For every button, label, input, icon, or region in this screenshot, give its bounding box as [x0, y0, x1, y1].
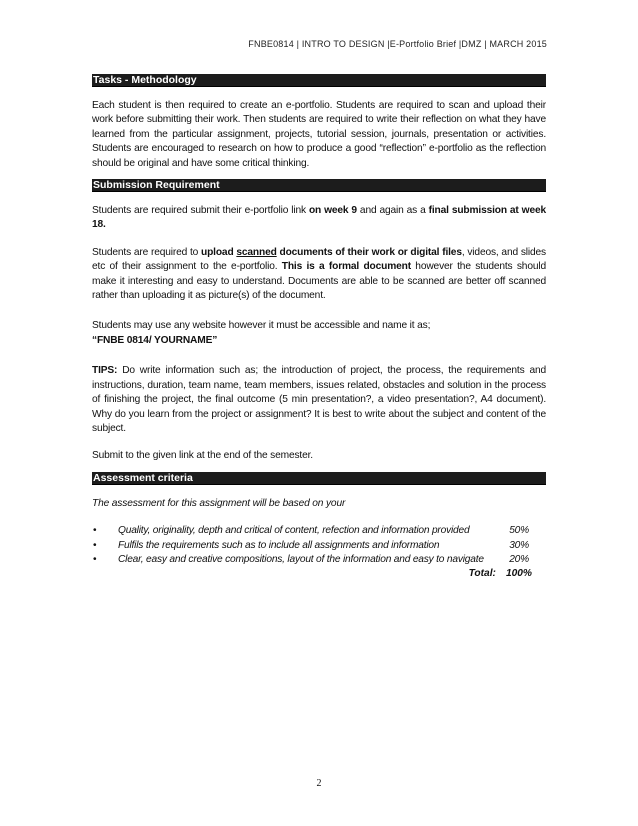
submission-paragraph-1	[92, 204, 546, 233]
document-body	[92, 74, 546, 581]
total-label: Total:	[468, 568, 496, 580]
list-item	[92, 524, 546, 538]
section-bar-methodology	[92, 74, 546, 87]
bullet-icon: •	[93, 525, 97, 537]
section-bar-assessment	[92, 472, 546, 485]
criterion-weight: 50%	[509, 525, 529, 537]
criterion-text: Clear, easy and creative compositions, layout of the information and easy to navigate	[118, 553, 484, 565]
text-run: Students are required submit their e-portfolio link	[92, 205, 309, 217]
tips-label: TIPS:	[92, 365, 118, 377]
text-run: Students may use any website however it must be accessible and name it as;	[92, 320, 431, 332]
total-value: 100%	[505, 568, 532, 580]
section-title: Submission Requirement	[93, 179, 220, 192]
list-item	[92, 553, 546, 567]
criterion-weight: 30%	[509, 539, 529, 551]
text-run: however the students should make it interesting and easy to understand. Documents are able to be scanned are better off scanned rather than uploading it as picture(s) of the document.	[92, 261, 546, 302]
assessment-total	[92, 567, 546, 581]
emphasis-text: This is a formal document	[281, 261, 411, 273]
emphasis-text: upload	[201, 246, 234, 258]
bullet-icon: •	[93, 553, 97, 565]
criterion-text: Fulfils the requirements such as to include all assignments and information	[118, 539, 440, 551]
emphasis-text: documents of their work or digital files	[276, 246, 462, 258]
text-run: Students are required to	[92, 246, 202, 258]
page-header: FNBE0814 | INTRO TO DESIGN |E-Portfolio Brief |DMZ | MARCH 2015	[248, 39, 547, 49]
underlined-emphasis: scanned	[236, 246, 277, 258]
section-bar-submission	[92, 179, 546, 192]
text-run: , videos, and slides etc of their assignment to the e-portfolio.	[92, 246, 546, 273]
bullet-icon: •	[93, 539, 97, 551]
page-number: 2	[316, 778, 322, 789]
submission-paragraph-3	[92, 319, 546, 348]
text-run: and again as a	[356, 205, 429, 217]
list-item	[92, 539, 546, 553]
emphasis-text: on week 9	[308, 205, 357, 217]
section-title: Tasks - Methodology	[93, 74, 197, 86]
assessment-criteria-list	[92, 524, 546, 567]
methodology-paragraph: Each student is then required to create an e-portfolio. Students are required to scan and upload their work before submitting their work. Then students are required to write their reflection on what they have learned from the particular assignment, projects, tutorial session, journals, presentation or activities. Students are encouraged to research on how to produce a good “reflection” e-portfolio as the reflection should be original and have some critical thinking.	[92, 100, 546, 169]
section-title: Assessment criteria	[93, 471, 193, 484]
assessment-intro: The assessment for this assignment will be based on your	[92, 497, 346, 509]
emphasis-text: final submission at week 18.	[92, 205, 546, 231]
criterion-weight: 20%	[509, 553, 529, 565]
text-run: Do write information such as; the introduction of project, the process, the requirements and instructions, duration, team name, team members, issues related, obstacles and solution in the process of finishing the project, the final outcome (5 min presentation?, a video presentation?, A4 document). Why do you learn from the project or assignment? It is best to write about the subject and content of the subject.	[92, 365, 546, 434]
tips-paragraph	[92, 364, 546, 436]
criterion-text: Quality, originality, depth and critical of content, refection and information provided	[118, 525, 470, 537]
submission-paragraph-2	[92, 246, 546, 304]
submission-paragraph-5: Submit to the given link at the end of the semester.	[92, 450, 313, 462]
naming-format: “FNBE 0814/ YOURNAME”	[92, 334, 218, 346]
